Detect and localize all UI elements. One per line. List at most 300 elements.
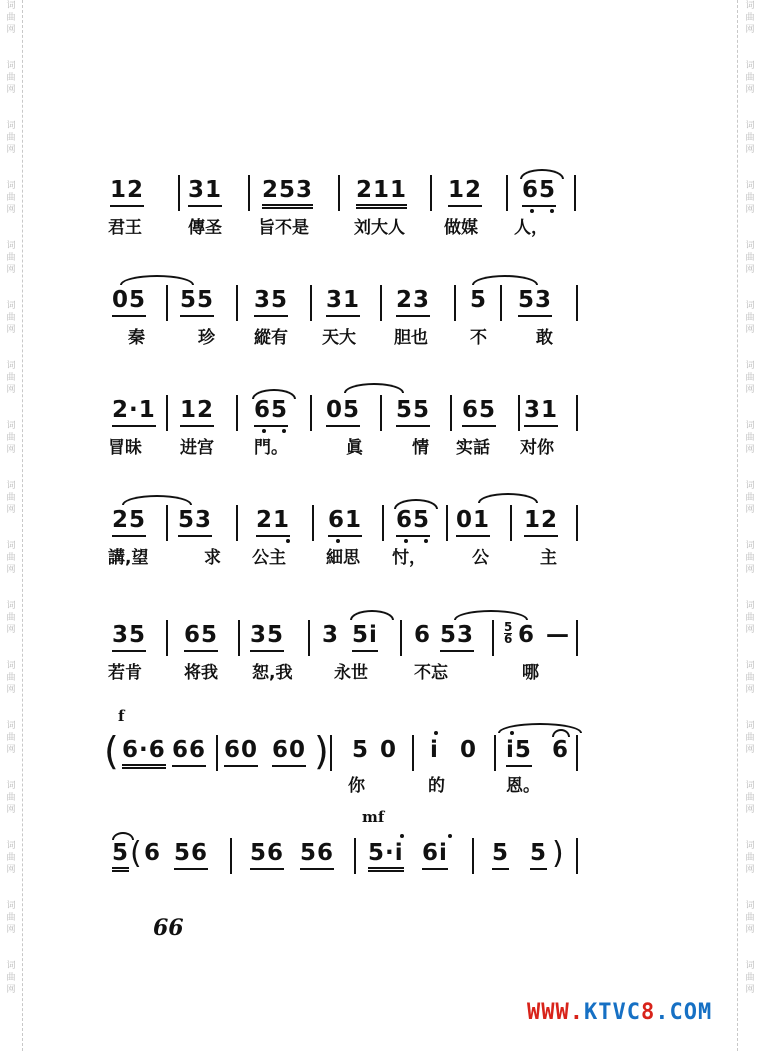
bar-line [236,395,238,431]
border-glyph: 曲 [745,373,755,383]
bar-line [576,620,578,656]
note-group: 211 [356,177,407,209]
border-glyph: 曲 [745,913,755,923]
lyric: 冒昧 [108,438,142,458]
border-glyph: 曲 [6,133,16,143]
border-glyph: 网 [6,925,16,935]
border-glyph: 网 [745,805,755,815]
note-group: 2·1 [112,397,156,427]
note-group: 05 [326,397,360,427]
note-group: 53 [178,507,212,537]
border-glyph: 网 [745,625,755,635]
border-glyph: 曲 [745,433,755,443]
border-glyph: 词 [6,661,16,671]
border-glyph: 词 [6,541,16,551]
border-glyph: 曲 [745,853,755,863]
note-group: 65 [522,177,556,207]
grace-note [504,622,512,645]
slur-mark [454,610,528,620]
note-group: 12 [524,507,558,537]
border-glyph: 词 [6,61,16,71]
border-glyph-group [2,480,20,540]
border-glyph: 网 [6,265,16,275]
bar-line [454,285,456,321]
border-glyph: 曲 [6,373,16,383]
bar-line [382,505,384,541]
left-border-line [22,0,23,1051]
border-glyph: 曲 [745,613,755,623]
note-group: 6 [552,737,570,763]
border-glyph: 网 [745,25,755,35]
lyric: 旨不是 [258,218,309,238]
note-group: 23 [396,287,430,317]
high-octave-dot [448,834,452,838]
bar-line [574,175,576,211]
border-glyph-group [2,360,20,420]
lyric: 傳圣 [188,218,222,238]
border-glyph-group [741,540,759,600]
border-glyph: 曲 [6,673,16,683]
lyric: 做媒 [444,218,478,238]
border-glyph: 曲 [6,913,16,923]
note-group: 35 [250,622,284,652]
border-glyph-group [741,60,759,120]
border-glyph-group [741,900,759,960]
lyric: 忖， [392,548,426,568]
note-group: 21 [256,507,290,537]
border-glyph: 词 [6,841,16,851]
right-border-line [737,0,738,1051]
border-glyph: 词 [745,61,755,71]
border-glyph: 网 [6,625,16,635]
dynamic-marking: f [118,707,125,725]
border-glyph: 网 [745,505,755,515]
note-group: i [430,737,439,763]
border-glyph: 词 [745,1,755,11]
lyrics-line [100,771,600,797]
bar-line [238,620,240,656]
note-group: 60 [224,737,258,767]
lyric: 胆也 [394,328,428,348]
bar-line [500,285,502,321]
border-glyph: 词 [6,361,16,371]
note-group: 6·6 [122,737,166,769]
lyric: 講,望 [108,548,149,568]
border-glyph: 曲 [745,733,755,743]
border-glyph: 曲 [745,313,755,323]
border-glyph-group [2,60,20,120]
border-glyph: 网 [745,925,755,935]
bar-line [576,505,578,541]
border-glyph: 曲 [6,973,16,983]
border-glyph: 词 [745,601,755,611]
border-glyph: 词 [745,841,755,851]
bar-line [576,285,578,321]
bar-line [312,505,314,541]
bar-line [248,175,250,211]
note-group: 0 [460,737,478,763]
note-group: 5 [530,840,547,870]
border-glyph: 曲 [6,73,16,83]
note-group: 60 [272,737,306,767]
note-group: — [546,622,570,648]
bar-line [338,175,340,211]
note-group: 25 [112,507,146,537]
border-glyph: 词 [6,241,16,251]
border-glyph-group [2,960,20,1020]
border-glyph: 曲 [6,493,16,503]
lyric: 秦 [128,328,145,348]
note-group: 12 [110,177,144,207]
border-glyph: 曲 [6,553,16,563]
border-glyph: 网 [745,85,755,95]
lyric: 对你 [520,438,554,458]
lyric: 主 [540,548,557,568]
border-glyph: 词 [745,121,755,131]
border-glyph: 曲 [745,13,755,23]
close-paren: ) [314,729,329,773]
border-glyph: 词 [6,481,16,491]
notes-line [100,285,600,325]
border-glyph: 曲 [745,493,755,503]
watermark-part: .COM [655,1000,713,1025]
note-group: 6i [422,840,448,870]
bar-line [166,285,168,321]
lyrics-line [100,433,600,459]
lyric: 敢 [536,328,553,348]
lyrics-line [100,543,600,569]
note-group: 53 [518,287,552,317]
note-group: 6 [144,840,162,866]
left-border-glyphs [2,0,20,1020]
lyric: 公主 [252,548,286,568]
note-group: 35 [112,622,146,652]
bar-line [494,735,496,771]
lyric: 的 [428,776,445,796]
open-paren: ( [104,729,119,773]
high-octave-dot [434,731,438,735]
note-group: 05 [112,287,146,317]
border-glyph: 词 [6,601,16,611]
bar-line [310,395,312,431]
border-glyph: 网 [6,805,16,815]
border-glyph: 词 [745,901,755,911]
note-group: 5 [112,840,129,872]
border-glyph: 词 [6,961,16,971]
border-glyph: 词 [745,361,755,371]
note-group: 01 [456,507,490,537]
note-group: 6 [518,622,536,648]
border-glyph: 词 [6,901,16,911]
border-glyph-group [2,420,20,480]
note-group: 65 [396,507,430,537]
bar-line [506,175,508,211]
bar-line [576,395,578,431]
bar-line [166,505,168,541]
bar-line [178,175,180,211]
lyric: 实話 [456,438,490,458]
note-group: 5 [470,287,488,313]
border-glyph-group [741,420,759,480]
border-glyph: 网 [745,205,755,215]
note-group: 65 [184,622,218,652]
bar-line [412,735,414,771]
border-glyph: 网 [745,685,755,695]
lyric: 君王 [108,218,142,238]
lyric: 求 [204,548,221,568]
border-glyph: 曲 [6,793,16,803]
border-glyph: 曲 [745,193,755,203]
border-glyph-group [2,300,20,360]
border-glyph: 词 [6,181,16,191]
border-glyph-group [2,900,20,960]
bar-line [310,285,312,321]
watermark-part: KTVC [583,1000,641,1025]
high-octave-dot [400,834,404,838]
bar-line [330,735,332,771]
watermark-part: 8 [640,1000,656,1025]
border-glyph: 曲 [6,313,16,323]
bar-line [216,735,218,771]
note-group: 5 [352,737,370,763]
bar-line [308,620,310,656]
border-glyph: 网 [6,145,16,155]
lyric: 不忘 [414,663,448,683]
border-glyph: 曲 [745,73,755,83]
grace-note-bottom: 6 [504,632,513,646]
notes-line [100,620,600,660]
border-glyph: 网 [745,385,755,395]
lyric: 你 [348,776,365,796]
notes-line [100,729,600,775]
note-group: 5 [492,840,509,870]
border-glyph: 词 [745,781,755,791]
lyric: 哪 [522,663,539,683]
border-glyph: 网 [6,205,16,215]
bar-line [236,285,238,321]
lyric: 珍 [198,328,215,348]
bar-line [576,838,578,874]
note-group: 61 [328,507,362,537]
border-glyph-group [2,0,20,60]
border-glyph: 词 [745,301,755,311]
border-glyph: 词 [745,241,755,251]
lyric: 若肯 [108,663,142,683]
note-group: 31 [188,177,222,207]
border-glyph: 曲 [6,613,16,623]
border-glyph: 曲 [745,553,755,563]
border-glyph: 网 [745,865,755,875]
note-group: 3 [322,622,340,648]
bar-line [400,620,402,656]
border-glyph: 曲 [745,673,755,683]
border-glyph: 词 [6,421,16,431]
note-group: 55 [180,287,214,317]
bar-line [236,505,238,541]
close-paren: ) [552,836,564,871]
watermark-part: WWW. [527,1000,584,1025]
border-glyph: 曲 [745,253,755,263]
slur-mark [520,169,564,179]
border-glyph: 网 [6,505,16,515]
border-glyph-group [2,120,20,180]
note-group: 5·i [368,840,404,872]
border-glyph: 曲 [6,13,16,23]
slur-mark [350,610,394,620]
note-group: 66 [172,737,206,767]
lyric: 将我 [184,663,218,683]
lyric: 眞 [346,438,363,458]
note-group: 5i [352,622,378,652]
lyrics-line [100,658,600,684]
notes-line [100,505,600,545]
border-glyph-group [2,540,20,600]
note-group: 12 [448,177,482,207]
border-glyph: 词 [6,721,16,731]
border-glyph-group [2,780,20,840]
slur-mark [472,275,538,285]
border-glyph: 曲 [745,973,755,983]
open-paren: ( [130,836,142,871]
border-glyph: 词 [745,181,755,191]
bar-line [380,395,382,431]
border-glyph: 曲 [6,733,16,743]
notes-line [100,838,600,878]
bar-line [166,620,168,656]
border-glyph-group [741,0,759,60]
border-glyph: 词 [6,121,16,131]
lyric: 恕,我 [252,663,293,683]
note-group: 0 [380,737,398,763]
lyrics-line [100,213,600,239]
border-glyph-group [741,180,759,240]
border-glyph: 词 [6,301,16,311]
grace-note-top: 5 [504,620,513,634]
border-glyph-group [741,360,759,420]
border-glyph: 网 [745,985,755,995]
note-group: 31 [524,397,558,427]
border-glyph: 网 [745,565,755,575]
right-border-glyphs [741,0,759,1020]
lyric: 公 [472,548,489,568]
border-glyph: 网 [6,865,16,875]
bar-line [446,505,448,541]
border-glyph-group [741,780,759,840]
note-group: 65 [254,397,288,427]
lyric: 进宫 [180,438,214,458]
bar-line [576,735,578,771]
bar-line [354,838,356,874]
border-glyph-group [2,180,20,240]
border-glyph-group [741,840,759,900]
lyric: 細思 [326,548,360,568]
bar-line [230,838,232,874]
bar-line [450,395,452,431]
bar-line [492,620,494,656]
note-group: 56 [250,840,284,870]
border-glyph: 词 [745,541,755,551]
border-glyph: 网 [745,325,755,335]
bar-line [380,285,382,321]
border-glyph-group [741,240,759,300]
border-glyph-group [741,600,759,660]
bar-line [518,395,520,431]
border-glyph: 曲 [6,253,16,263]
notes-line [100,175,600,215]
note-group: 6 [414,622,432,648]
bar-line [510,505,512,541]
border-glyph-group [741,480,759,540]
border-glyph-group [2,660,20,720]
border-glyph: 网 [6,325,16,335]
border-glyph-group [2,840,20,900]
site-watermark [527,1000,712,1025]
lyric: 人， [514,218,548,238]
border-glyph-group [741,300,759,360]
slur-mark [120,275,194,285]
slur-mark [122,495,192,505]
border-glyph: 网 [745,445,755,455]
border-glyph: 曲 [745,133,755,143]
dynamic-marking: mf [362,808,385,826]
border-glyph: 网 [745,745,755,755]
page-number: 66 [153,915,184,941]
border-glyph-group [741,120,759,180]
border-glyph-group [2,600,20,660]
note-group: 35 [254,287,288,317]
lyric: 情 [412,438,429,458]
border-glyph: 网 [745,265,755,275]
lyrics-line [100,323,600,349]
note-group: 56 [300,840,334,870]
border-glyph-group [2,240,20,300]
note-group: 253 [262,177,313,209]
border-glyph-group [2,720,20,780]
lyric: 永世 [334,663,368,683]
lyric: 不 [470,328,487,348]
note-group: 55 [396,397,430,427]
bar-line [430,175,432,211]
border-glyph: 词 [745,421,755,431]
border-glyph: 词 [745,481,755,491]
border-glyph: 网 [6,445,16,455]
border-glyph: 词 [6,781,16,791]
border-glyph: 曲 [6,853,16,863]
lyric: 恩。 [506,776,540,796]
border-glyph: 词 [6,1,16,11]
high-octave-dot [510,731,514,735]
border-glyph: 网 [6,745,16,755]
border-glyph: 词 [745,721,755,731]
border-glyph: 曲 [6,433,16,443]
note-group: 56 [174,840,208,870]
slur-mark [344,383,404,393]
border-glyph: 曲 [6,193,16,203]
lyric: 縱有 [254,328,288,348]
border-glyph: 网 [6,85,16,95]
border-glyph: 网 [6,985,16,995]
notes-line [100,395,600,435]
border-glyph: 网 [6,385,16,395]
border-glyph: 词 [745,961,755,971]
lyric: 天大 [322,328,356,348]
lyric: 刘大人 [354,218,405,238]
border-glyph: 网 [745,145,755,155]
border-glyph: 网 [6,25,16,35]
bar-line [472,838,474,874]
border-glyph-group [741,660,759,720]
note-group: 53 [440,622,474,652]
